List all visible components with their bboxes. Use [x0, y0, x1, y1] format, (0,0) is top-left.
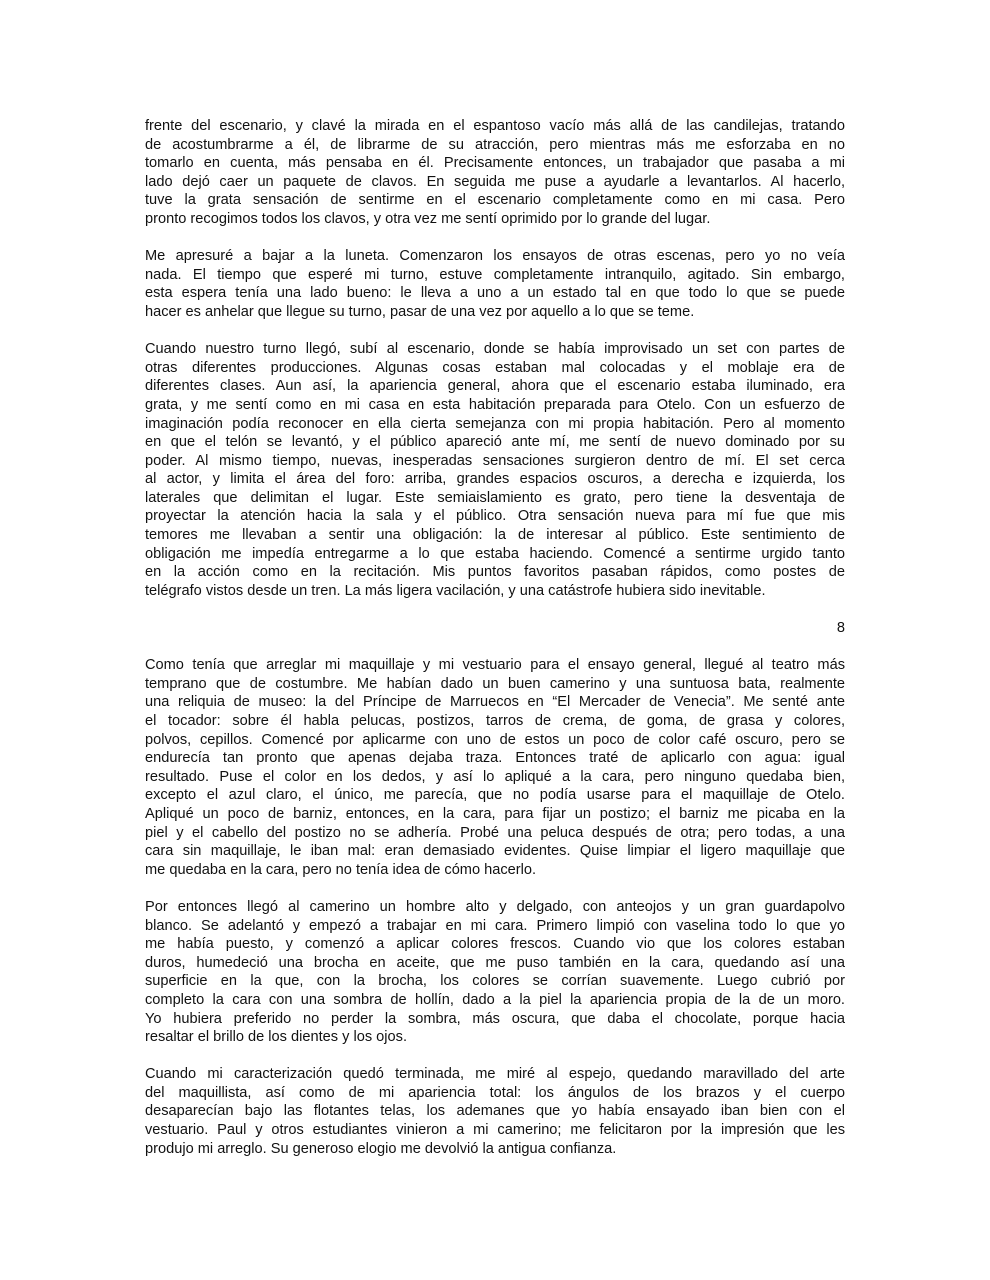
text-line: diferentes clases. Aun así, la apariencia general, ahora que el escenario estaba iluminado, era — [145, 378, 845, 395]
text-line: al actor, y limita el área del foro: arriba, grandes espacios oscuros, a derecha e izquierda, los — [145, 471, 845, 488]
text-line: frente del escenario, y clavé la mirada en el espantoso vacío más allá de las candilejas, tratando — [145, 118, 845, 134]
text-line: el tocador: sobre él habla pelucas, postizos, tarros de crema, de goma, de grasa y colores, — [145, 713, 845, 729]
text-line: Me apresuré a bajar a la luneta. Comenzaron los ensayos de otras escenas, pero yo no veía — [145, 248, 845, 265]
text-line: polvos, cepillos. Comencé por aplicarme con uno de estos un poco de color café oscuro, pero se — [145, 731, 845, 748]
text-line: desaparecían bajo las flotantes telas, los ademanes que yo había ensayado iban bien con el — [145, 1103, 845, 1120]
text-line: grata, y me sentí como en mi casa en esta habitación preparada para Otelo. Con un esfuerzo de — [145, 396, 845, 413]
text-line: otras diferentes producciones. Algunas cosas estaban mal colocadas y el moblaje era de — [145, 359, 845, 376]
paragraph — [145, 340, 845, 600]
text-line: me quedaba en la cara, pero no tenía idea de cómo hacerlo. — [145, 861, 537, 878]
paragraph — [145, 1065, 845, 1158]
page-number: 8 — [836, 620, 845, 637]
text-line: nada. El tiempo que esperé mi turno, estuve completamente intranquilo, agitado. Sin embargo, — [145, 266, 845, 283]
text-line: proyectar la atención hacia la sala y el público. Otra sensación nueva para mí fue que mis — [145, 508, 845, 525]
text-line: laterales que delimitan el lugar. Este semiaislamiento es grato, pero tiene la desventaja de — [145, 489, 845, 506]
text-line: en que el telón se levantó, y el público apareció ante mí, me sentí de nuevo dominado por su — [145, 434, 845, 451]
paragraph — [145, 898, 845, 1047]
text-line: del maquillista, así como de mi apariencia total: los ángulos de los brazos y el cuerpo — [145, 1084, 845, 1101]
text-line: obligación me impedía entregarme a lo que estaba haciendo. Comencé a sentirme urgido tanto — [145, 545, 845, 562]
text-line: tuve la grata sensación de sentirme en el escenario completamente como en mi casa. Pero — [145, 192, 845, 209]
paragraph — [145, 656, 845, 879]
text-line: excepto el azul claro, el único, me parecía, que no podía usarse para el maquillaje de Otelo. — [145, 787, 845, 804]
document-page — [145, 117, 845, 1177]
text-line: Por entonces llegó al camerino un hombre alto y delgado, con anteojos y un gran guardapolvo — [145, 898, 845, 915]
text-line: esta espera tenía una lado bueno: le lleva a uno a un estado tal en que todo lo que se puede — [145, 285, 845, 302]
text-line: cara sin maquillaje, le iban mal: eran demasiado evidentes. Quise limpiar el ligero maquillaje que — [145, 843, 845, 860]
text-line: completo la cara con una sombra de hollín, dado a la piel la apariencia propia de la de un moro. — [145, 991, 845, 1008]
text-line: telégrafo vistos desde un tren. La más ligera vacilación, y una catástrofe hubiera sido inevitable. — [145, 582, 766, 599]
text-line: imaginación podía reconocer en ella cierta semejanza con mi propia habitación. Pero al momento — [145, 415, 845, 432]
paragraph — [145, 117, 845, 229]
text-line: vestuario. Paul y otros estudiantes vinieron a mi camerino; me felicitaron por la impresión que les — [145, 1122, 845, 1139]
text-line: hacer es anhelar que llegue su turno, pasar de una vez por aquello a lo que se teme. — [145, 303, 695, 320]
text-line: Apliqué un poco de barniz, entonces, en la cara, para fijar un postizo; el barniz me picaba en la — [145, 805, 845, 822]
text-line: me había puesto, y comenzó a aplicar colores frescos. Cuando vio que los colores estaban — [145, 936, 845, 953]
text-line: en la acción como en la recitación. Mis puntos favoritos pasaban rápidos, como postes de — [145, 564, 845, 581]
text-line: Cuando nuestro turno llegó, subí al escenario, donde se había improvisado un set con partes de — [145, 341, 845, 358]
paragraph — [145, 247, 845, 321]
text-line: resaltar el brillo de los dientes y los ojos. — [145, 1029, 408, 1046]
text-line: Como tenía que arreglar mi maquillaje y mi vestuario para el ensayo general, llegué al teatro más — [145, 657, 845, 674]
text-line: de acostumbrarme a él, de librarme de su atracción, pero mientras más me esforzaba en no — [145, 136, 845, 153]
text-after-page-break — [145, 656, 845, 1158]
text-line: produjo mi arreglo. Su generoso elogio me devolvió la antigua confianza. — [145, 1140, 617, 1157]
text-line: temprano que de costumbre. Me habían dado un buen camerino y una suntuosa bata, realmente — [145, 675, 845, 692]
text-line: Yo hubiera preferido no perder la sombra, más oscura, que daba el chocolate, porque hacia — [145, 1010, 845, 1027]
text-line: superficie en la que, con la brocha, los colores se corrían suavemente. Luego cubrió por — [145, 973, 845, 990]
text-line: temores me llevaban a sentir una obligación: la de interesar al público. Este sentimiento de — [145, 527, 845, 544]
text-before-page-break — [145, 117, 845, 600]
text-line: lado dejó caer un paquete de clavos. En seguida me puse a ayudarle a levantarlos. Al hacerlo, — [145, 173, 845, 190]
text-line: tomarlo en cuenta, más pensaba en él. Precisamente entonces, un trabajador que pasaba a mi — [145, 155, 845, 172]
text-line: poder. Al mismo tiempo, nuevas, inesperadas sensaciones surgieron dentro de mí. El set cerca — [145, 452, 845, 469]
text-line: resultado. Puse el color en los dedos, y así lo apliqué a la cara, pero ninguno quedaba bien, — [145, 768, 845, 785]
text-line: blanco. Se adelantó y empezó a trabajar en mi cara. Primero limpió con vaselina todo lo que yo — [145, 917, 845, 934]
text-line: Cuando mi caracterización quedó terminada, me miré al espejo, quedando maravillado del arte — [145, 1066, 845, 1083]
text-line: una reliquia de museo: la del Príncipe de Marruecos en “El Mercader de Venecia”. Me senté ante — [145, 694, 845, 711]
text-line: endurecía tan pronto que apenas dejaba traza. Entonces traté de aplicarlo con agua: igual — [145, 750, 845, 767]
text-line: pronto recogimos todos los clavos, y otra vez me sentí oprimido por lo grande del lugar. — [145, 210, 711, 227]
text-line: duros, humedeció una brocha en aceite, que me puso también en la cara, quedando así una — [145, 954, 845, 971]
text-line: piel y el cabello del postizo no se adhería. Probé una peluca después de otra; pero todas, a una — [145, 824, 845, 841]
